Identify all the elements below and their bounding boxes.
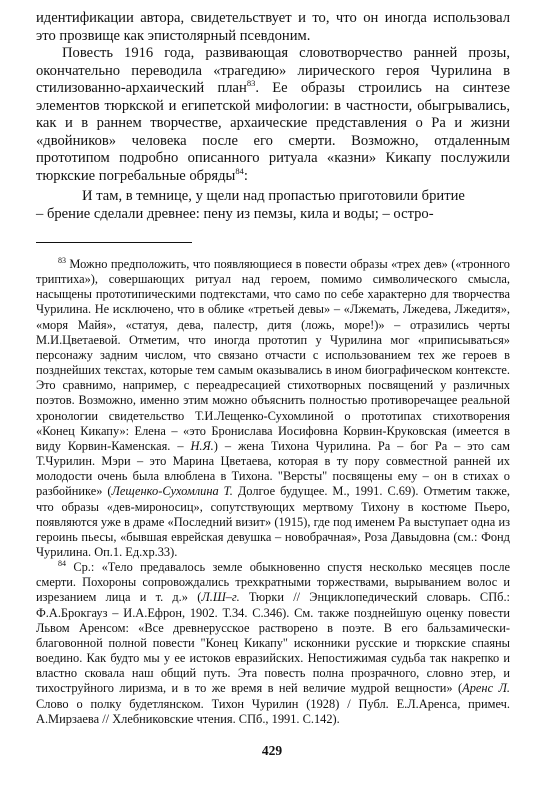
footnote-84-italic-1: Л.Ш–г. (201, 590, 240, 605)
footnote-divider (36, 242, 192, 243)
footnote-ref-83: 83 (246, 78, 256, 89)
main-text (36, 10, 510, 223)
footnote-84-text-2: Тюрки // Энциклопедический словарь. СПб.: Ф.А.Брокгауз – И.А.Ефрон, 1902. Т.34. С.346). См. также позднейшую оценку повести Львом Аренсом: «Все древнерусское растворено в поэте. В его бальзамически-благовонной полной повести "Конец Кикапу" исконники русские и тюркские спаяны воедино. Как будто мы у ее истоков евразийских. Непостижимая судьба так накрепко и властно сковала наш общий путь. Эта повесть полна прозрачного, словно этер, и тихоструйного лиризма, и в то же время в ней величие мудрой вещности» ( (36, 590, 510, 696)
paragraph-2-part-1: Повесть 1916 года, развивающая словотворчество ранней прозы, окончательно переводила «трагедию» лирического героя Чурилина в стилизованно-архаический план (36, 45, 510, 96)
footnote-84 (36, 560, 510, 727)
footnote-83-italic-2: Лещенко-Сухомлина Т. (111, 484, 233, 499)
footnote-ref-84: 84 (235, 165, 244, 176)
paragraph-1: идентификации автора, свидетельствует и то, что он иногда использовал это прозвище как эпистолярный псевдоним. (36, 10, 510, 44)
footnote-84-text-3: Слово о полку будетлянском. Тихон Чурилин (1928) / Публ. Е.Л.Аренса, примеч. А.Мирзаева // Хлебниковские чтения. СПб., 1991. С.142). (36, 696, 510, 726)
footnote-83-text: Можно предположить, что появляющиеся в повести образы «трех дев» («тронного триптиха»), совершающих ритуал над героем, помимо символического смысла, насыщены прототипическими подтекстами, что само по себе характерно для творчества Чурилина. Не исключено, что в облике «третьей девы» – «Лжемать, Лжедева, Лжедитя», «моря Майя», «статуя, дева, палестр, дитя (ложь, море!)» – отразились черты М.И.Цветаевой. Отметим, что иногда прототип у Чурилина мог «приписываться» персонажу задним числом, что связано отчасти с использованием тех же героев в позднейших текстах, которые тем самым оказывались в ином биографическом контексте. Это сравнимо, например, с переадресацией стихотворных посвящений у различных поэтов. Возможно, именно этим можно объяснить полностью противоречащее реальной хронологии свидетельство Т.И.Лещенко-Сухомлиной о прототипах стихотворения «Конец Кикапу»: Елена – «это Бронислава Иосифовна Корвин-Круковская (имеется в виду Корвин-Каменская. – (36, 257, 510, 453)
footnotes (36, 257, 510, 727)
paragraph-2-part-2: . Ее образы строились на синтезе элементов тюркской и египетской мифологии: в частности, обыгрывались, как и в раннем творчестве, архаические представления о Ра и жизни «двойников» человека после его смерти. Возможно, отдаленным прототипом подробно описанного ритуала «казни» Кикапу послужили тюркские погребальные обряды (36, 80, 511, 184)
footnote-83-text-2: ) – жена Тихона Чурилина. Ра – бог Ра – это сам Т.Чурилин. Мэри – это Марина Цветаева, которая в ту пору совместной ранней их молодости очень была влюблена в Тихона. "Версты" посвящены ему – он в стихах о разбойнике» ( (36, 438, 510, 499)
footnote-84-number: 84 (58, 559, 66, 568)
page-number: 429 (261, 743, 283, 758)
footnote-83-number: 83 (58, 255, 66, 265)
paragraph-2-part-3: : (243, 167, 248, 184)
footnote-83 (36, 257, 510, 560)
footnote-84-italic-2: Аренс Л. (462, 681, 510, 696)
footnote-84-text: Ср.: «Тело предавалось земле обыкновенно спустя несколько месяцев после смерти. Похороны сопровождались трехкратными торжествами, вырыванием волос и изрезанием лица и т. д.» ( (36, 560, 510, 605)
footnote-83-text-3: Долгое будущее. М., 1991. С.69). Отметим также, что образы «дев-мироносиц», сопутствующих мертвому Тихону в костюме Пьеро, появляются уже в драме «Последний визит» (1915), где под именем Ра выступает одна из героинь пьесы, «бывшая еврейская девушка – новобрачная», Роза Давыдовна (см.: Фонд Чурилина. Оп.1. Ед.хр.33). (36, 484, 511, 559)
quote-line-2: – брение сделали древнее: пену из пемзы, кила и воды; – остро- (36, 205, 434, 222)
quote-line-1: И там, в темнице, у щели над пропастью приготовили бритие (82, 188, 465, 204)
paragraph-2 (36, 45, 510, 185)
footnote-83-italic-1: Н.Я. (190, 438, 214, 453)
